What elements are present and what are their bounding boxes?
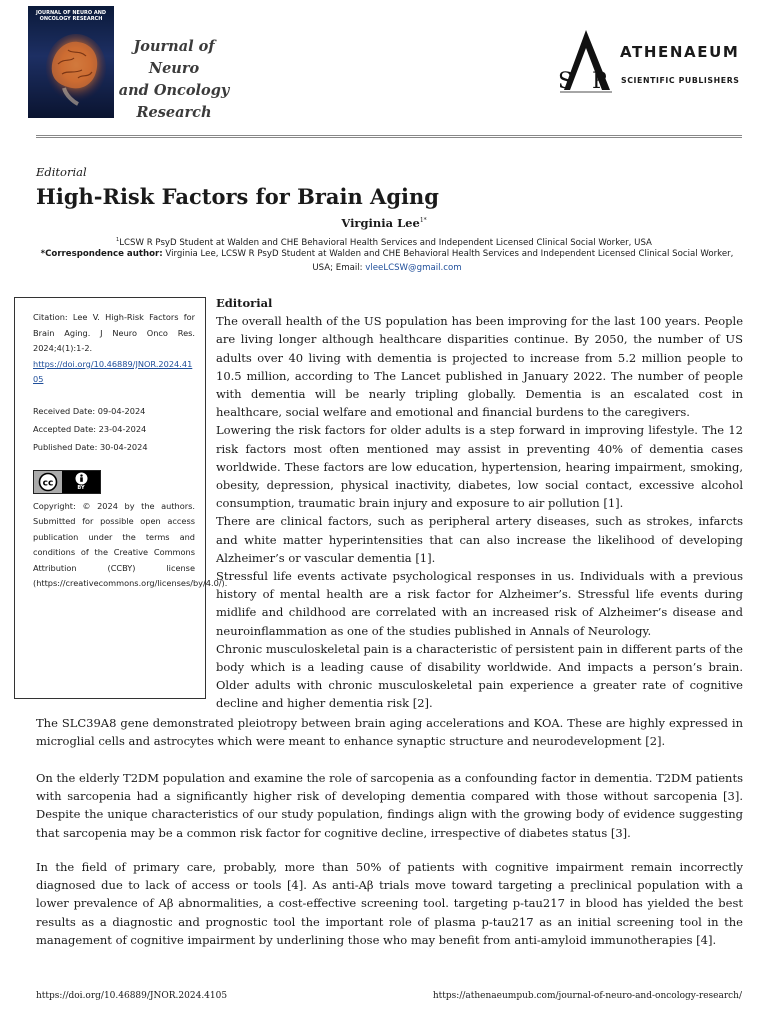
section-heading: Editorial xyxy=(216,296,273,310)
journal-cover-image xyxy=(28,6,114,118)
cc-icon xyxy=(34,471,62,493)
received-date: Received Date: 09-04-2024 xyxy=(33,405,146,416)
published-date: Published Date: 30-04-2024 xyxy=(33,441,148,452)
correspondence-text: Virginia Lee, LCSW R PsyD Student at Walden and CHE Behavioral Health Services and Independent Licensed Clinical Social Worker, USA; Email: xyxy=(162,249,734,273)
header-divider xyxy=(36,135,742,138)
copyright-notice: Copyright: © 2024 by the authors. Submitted for possible open access publication under the terms and conditions of the Creative Commons Attribution (CCBY) license (https://creativecommons.org/licenses/by/4.0/). xyxy=(33,500,228,588)
footer-url[interactable]: https://athenaeumpub.com/journal-of-neuro-and-oncology-research/ xyxy=(432,991,742,1001)
correspondence xyxy=(40,247,734,275)
svg-text:S: S xyxy=(558,69,574,94)
publisher-name: ATHENAEUM xyxy=(620,43,740,61)
journal-name xyxy=(114,36,234,124)
citation: Citation: Lee V. High-Risk Factors for Brain Aging. J Neuro Onco Res. 2024;4(1):1-2. xyxy=(33,312,195,353)
correspondence-email-link[interactable]: vleeLCSW@gmail.com xyxy=(365,263,462,273)
footer-doi[interactable]: https://doi.org/10.46889/JNOR.2024.4105 xyxy=(36,991,228,1001)
cover-title: JOURNAL OF NEURO AND ONCOLOGY RESEARCH xyxy=(35,10,107,23)
journal-name-line: and Oncology xyxy=(118,82,230,99)
body-column xyxy=(216,294,743,713)
brain-illustration-icon xyxy=(38,28,108,108)
article-type: Editorial xyxy=(36,165,87,179)
accepted-date: Accepted Date: 23-04-2024 xyxy=(33,423,147,434)
athenaeum-logo-icon xyxy=(556,28,616,96)
dates xyxy=(33,402,195,456)
author-superscript: 1* xyxy=(419,217,427,225)
cc-by-license-badge[interactable] xyxy=(33,470,101,494)
cc-by-section xyxy=(62,471,100,493)
doi-link[interactable]: https://doi.org/10.46889/JNOR.2024.4105 xyxy=(33,358,193,384)
paragraph: Chronic musculoskeletal pain is a characteristic of persistent pain in different parts of the body which is a leading cause of disability worldwide. And impacts a person’s brain. Older adults with chronic musculoskeletal pain experience a greater rate of cognitive decline and higher dementia risk [2]. xyxy=(216,641,743,711)
paragraph: The SLC39A8 gene demonstrated pleiotropy between brain aging accelerations and KOA. These are highly expressed in microglial cells and astrocytes which were meant to enhance synaptic structure and neurodevelopment [2]. xyxy=(36,716,743,749)
author-line xyxy=(0,216,768,230)
paragraph: On the elderly T2DM population and examine the role of sarcopenia as a confounding factor in dementia. T2DM patients with sarcopenia had a significantly higher risk of developing dementia compared with those without sarcopenia [3]. Despite the unique characteristics of our study population, findings align with the growing body of evidence suggesting that sarcopenia may be a common risk factor for cognitive decline, irrespective of diabetes status [3]. xyxy=(36,771,743,840)
correspondence-label: *Correspondence author: xyxy=(40,249,163,259)
publisher-subtitle: SCIENTIFIC PUBLISHERS xyxy=(621,76,740,85)
paragraph: The overall health of the US population has been improving for the last 100 years. People are living longer although healthcare disparities continue. By 2050, the number of US adults over 40 living with dementia is projected to increase from 5.2 million people to 10.5 million, according to The Lancet published in January 2022. The number of people with dementia will be nearly tripling globally. Dementia is an escalated cost in healthcare, social welfare and emotional and financial burdens to the caregivers. xyxy=(216,314,743,420)
journal-name-line: Research xyxy=(136,104,212,121)
paragraph: In the field of primary care, probably, more than 50% of patients with cognitive impairment remain incorrectly diagnosed due to lack of access or tools [4]. As anti-Aβ trials move toward targeting a preclinical population with a lower prevalence of Aβ abnormalities, a cost-effective screening tool. targeting p-tau217 in blood has yielded the best results as a diagnostic and prognostic tool the important role of plasma p-tau217 as an initial screening tool in the management of cognitive impairment by underlining those who may benefit from anti-amyloid immunotherapies [4]. xyxy=(36,860,743,947)
paragraph: Lowering the risk factors for older adults is a step forward in improving lifestyle. The 12 risk factors most often mentioned may assist in preventing 40% of dementia cases worldwide. These factors are low education, hypertension, hearing impairment, smoking, obesity, depression, physical inactivity, diabetes, low social contact, excessive alcohol consumption, traumatic brain injury and exposure to air pollution [1]. xyxy=(216,423,743,511)
author-name: Virginia Lee xyxy=(341,216,420,230)
article-title: High-Risk Factors for Brain Aging xyxy=(36,184,439,209)
affiliation-superscript: 1 xyxy=(116,237,120,243)
person-icon xyxy=(75,472,88,485)
paragraph: There are clinical factors, such as peripheral artery diseases, such as strokes, infarcts and white matter hyperintensities that can also increase the likelihood of developing Alzheimer’s or vascular dementia [1]. xyxy=(216,514,743,565)
article-info-sidebar xyxy=(14,297,228,699)
cc-by-label: BY xyxy=(77,485,85,491)
paragraph: Stressful life events activate psychological responses in us. Individuals with a previous history of mental health are a risk factor for Alzheimer’s. Stressful life events during midlife and childhood are correlated with an increased risk of Alzheimer’s disease and neuroinflammation as one of the studies published in Annals of Neurology. xyxy=(216,569,743,638)
journal-name-line: Journal of Neuro xyxy=(133,38,215,77)
affiliation-text: LCSW R PsyD Student at Walden and CHE Behavioral Health Services and Independent Licensed Clinical Social Worker, USA xyxy=(119,237,652,248)
svg-text:P: P xyxy=(592,69,607,94)
svg-text:cc: cc xyxy=(42,478,54,488)
